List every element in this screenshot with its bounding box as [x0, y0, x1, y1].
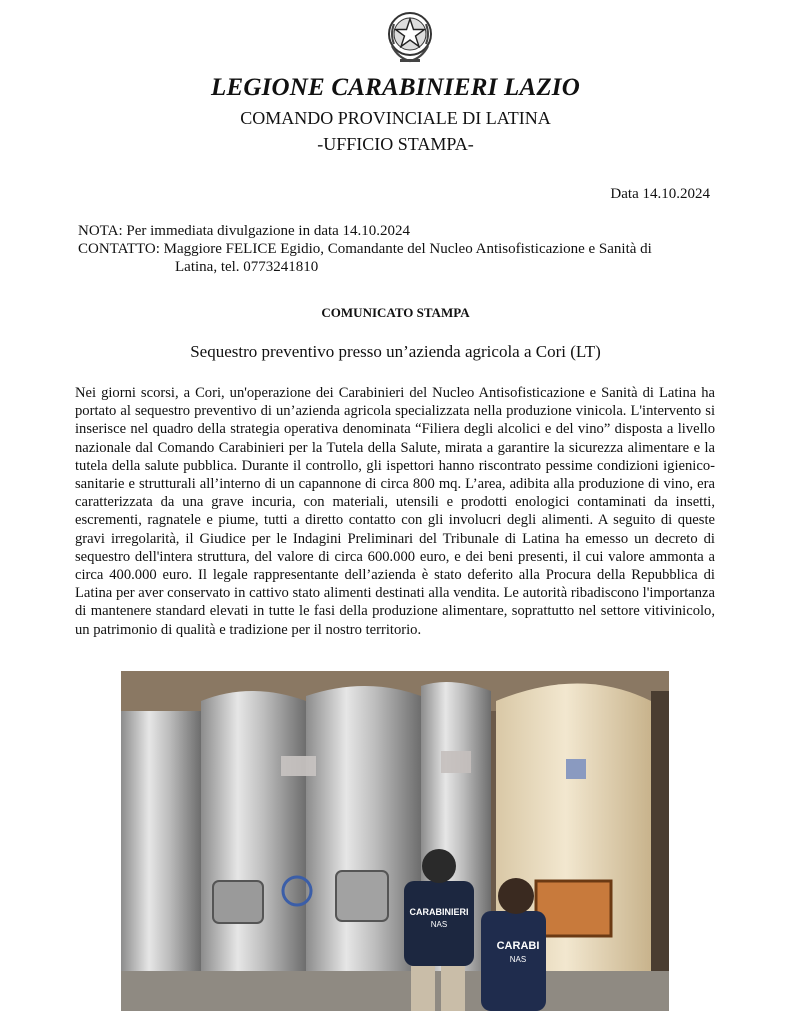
italian-republic-emblem-icon: [384, 6, 436, 66]
contact-note: [78, 222, 652, 276]
nota-line: NOTA: Per immediata divulgazione in data 14.10.2024: [78, 223, 411, 239]
vest-left-sub: NAS: [430, 920, 448, 929]
office-title: -UFFICIO STAMPA-: [317, 134, 474, 154]
org-title: LEGIONE CARABINIERI LAZIO: [211, 74, 580, 101]
press-release-body: Nei giorni scorsi, a Cori, un'operazione dei Carabinieri del Nucleo Antisofisticazione e Sanità di Latina ha portato al sequestro preventivo di un’azienda agricola specializzata nella produzione vinicola. L'intervento si inserisce nel quadro della strategia operativa denominata “Filiera degli alcolici e del vino” disposta a livello nazionale dal Comando Carabinieri per la Tutela della Salute, mirata a garantire la sicurezza alimentare e la tutela della salute pubblica. Durante il controllo, gli ispettori hanno riscontrato pessime condizioni igienico-sanitarie e strutturali all’interno di un capannone di circa 800 mq. L’area, adibita alla produzione di vino, era caratterizzata da una grave incuria, con materiali, utensili e prodotti enologici contaminati da insetti, escrementi, ragnatele e piume, tutti a diretto contatto con gli involucri degli alimenti. A seguito di queste gravi irregolarità, il Giudice per le Indagini Preliminari del Tribunale di Latina ha emesso un decreto di sequestro dell'intera struttura, del valore di circa 600.000 euro, e dei beni presenti, il cui valore ammonta a circa 400.000 euro. Il legale rappresentante dell’azienda è stato deferito alla Procura della Repubblica di Latina per aver conservato in cattivo stato alimenti destinati alla vendita. Le autorità ribadiscono l'importanza di mantenere standard elevati in tutte le fasi della produzione alimentare, soprattutto nel settore vitivinicolo, un patrimonio di qualità e tradizione per il nostro territorio.: [75, 385, 715, 638]
date-line: Data 14.10.2024: [610, 186, 710, 202]
vest-right-sub: NAS: [509, 955, 527, 964]
press-release-subtitle: Sequestro preventivo presso un’azienda agricola a Cori (LT): [190, 342, 601, 361]
vest-left-label: CARABINIERI: [409, 907, 469, 917]
press-release-label: COMUNICATO STAMPA: [321, 305, 470, 320]
contatto-line: CONTATTO: Maggiore FELICE Egidio, Comandante del Nucleo Antisofisticazione e Sanità di: [78, 241, 652, 257]
vest-right-label: CARABI: [496, 940, 540, 952]
command-title: COMANDO PROVINCIALE DI LATINA: [240, 108, 551, 128]
winery-inspection-photo: [121, 671, 669, 1011]
contatto-line-cont: Latina, tel. 0773241810: [175, 259, 319, 275]
